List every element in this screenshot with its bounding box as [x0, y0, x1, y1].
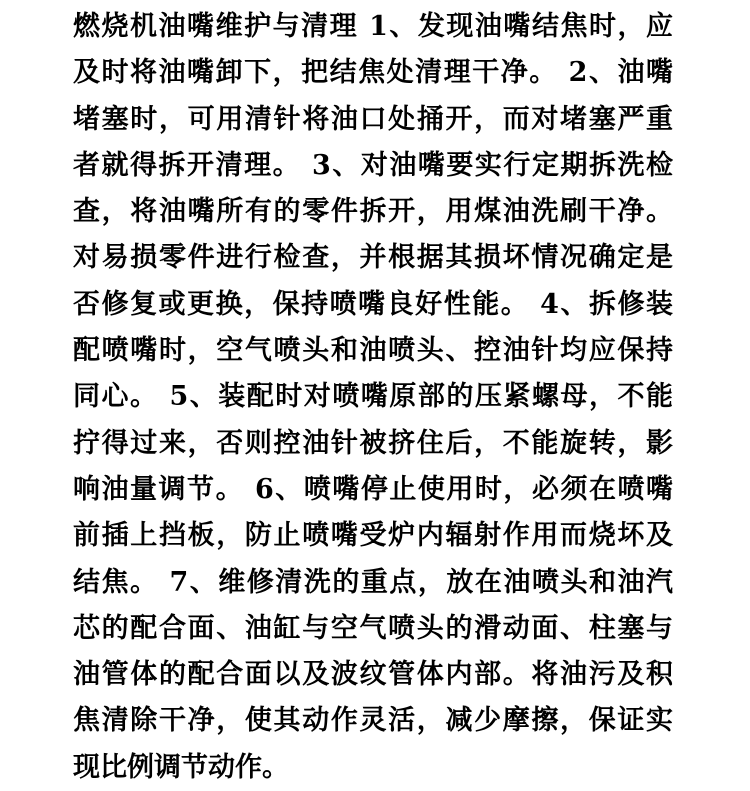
text-line: 同心。 5、装配时对喷嘴原部的压紧螺母，不能 — [73, 381, 673, 413]
text-line: 响油量调节。 6、喷嘴停止使用时，必须在喷嘴 — [73, 473, 673, 505]
text-line: 者就得拆开清理。 3、对油嘴要实行定期拆洗检 — [73, 149, 673, 181]
text-line: 配喷嘴时，空气喷头和油喷头、控油针均应保持 — [73, 335, 673, 367]
text-line: 芯的配合面、油缸与空气喷头的滑动面、柱塞与 — [73, 612, 673, 644]
text-line: 及时将油嘴卸下，把结焦处清理干净。 2、油嘴 — [73, 57, 673, 89]
text-line: 拧得过来，否则控油针被挤住后，不能旋转，影 — [73, 427, 673, 459]
text-line: 堵塞时，可用清针将油口处捅开，而对堵塞严重 — [73, 103, 673, 135]
text-line: 油管体的配合面以及波纹管体内部。将油污及积 — [73, 659, 673, 691]
text-line: 结焦。 7、维修清洗的重点，放在油喷头和油汽 — [73, 566, 673, 598]
text-line: 前插上挡板，防止喷嘴受炉内辐射作用而烧坏及 — [73, 520, 673, 552]
text-line: 焦清除干净，使其动作灵活，减少摩擦，保证实 — [73, 705, 673, 737]
text-line: 燃烧机油嘴维护与清理 1、发现油嘴结焦时，应 — [73, 11, 673, 42]
text-line: 否修复或更换，保持喷嘴良好性能。 4、拆修装 — [73, 288, 673, 320]
text-line: 现比例调节动作。 — [73, 751, 289, 783]
document-body-text — [73, 4, 673, 791]
text-line: 查，将油嘴所有的零件拆开，用煤油洗刷干净。 — [73, 196, 673, 228]
text-line: 对易损零件进行检查，并根据其损坏情况确定是 — [73, 242, 673, 274]
